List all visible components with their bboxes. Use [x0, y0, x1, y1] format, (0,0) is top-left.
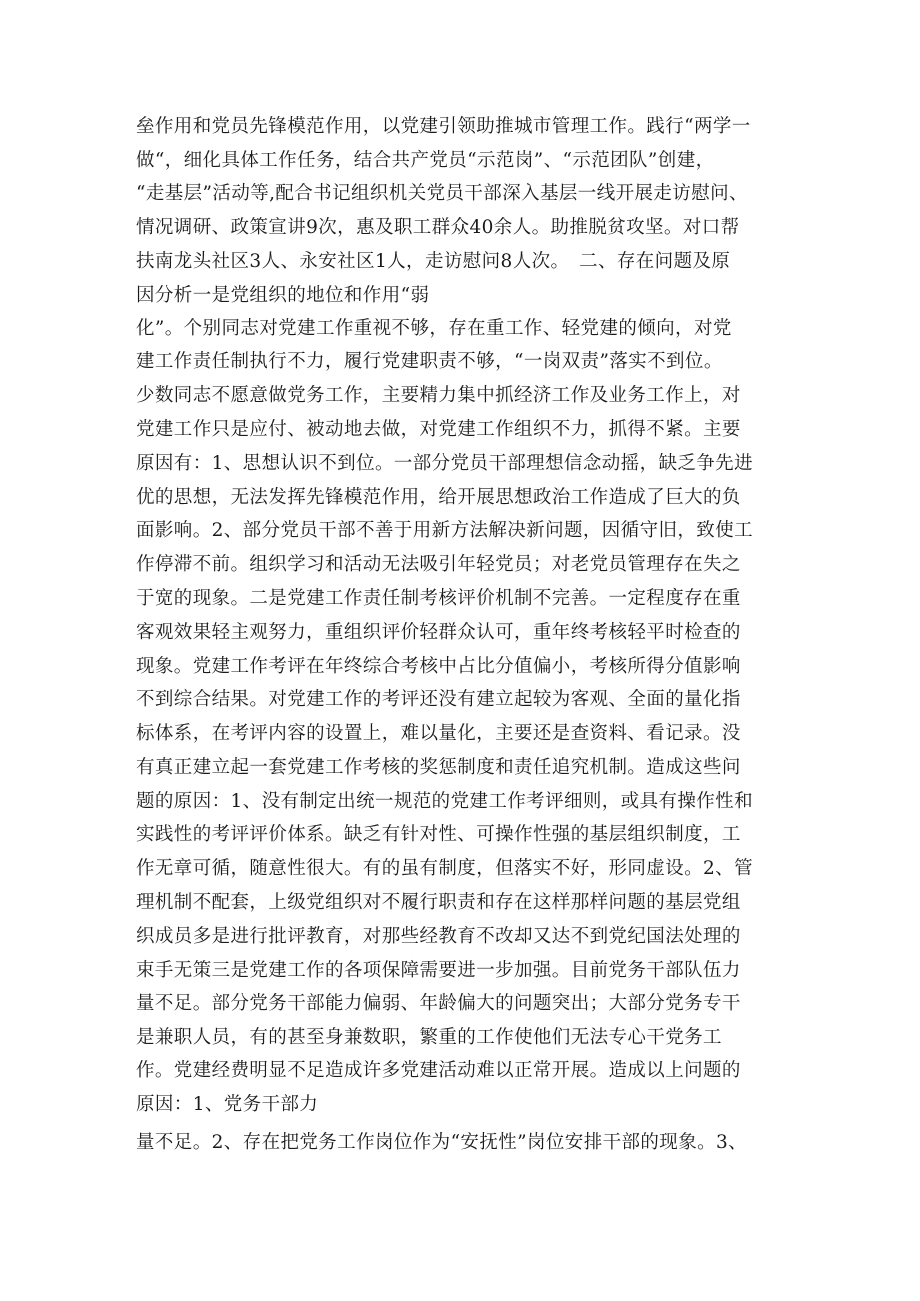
- text-line: 实践性的考评评价体系。缺乏有针对性、可操作性强的基层组织制度，工: [136, 824, 741, 845]
- text-line: 理机制不配套，上级党组织对不履行职责和存在这样那样问题的基层党组: [136, 892, 741, 913]
- text-line: 原因：1、党务干部力: [136, 1094, 319, 1115]
- text-line: 优的思想，无法发挥先锋模范作用，给开展思想政治工作造成了巨大的负: [136, 487, 741, 508]
- text-line: 是兼职人员，有的甚至身兼数职，繁重的工作使他们无法专心干党务工: [136, 1027, 722, 1048]
- text-line: 党建工作只是应付、被动地去做，对党建工作组织不力，抓得不紧。主要: [136, 419, 741, 440]
- text-line: 原因有：1、思想认识不到位。一部分党员干部理想信念动摇，缺乏争先进: [136, 453, 753, 474]
- text-line: 做“，细化具体工作任务，结合共产党员“示范岗”、“示范团队”创建，: [136, 150, 715, 171]
- text-line: 面影响。2、部分党员干部不善于用新方法解决新问题，因循守旧，致使工: [136, 520, 753, 541]
- text-line: 标体系，在考评内容的设置上，难以量化，主要还是查资料、看记录。没: [136, 723, 741, 744]
- text-line: 束手无策三是党建工作的各项保障需要进一步加强。目前党务干部队伍力: [136, 960, 741, 981]
- text-line: 垒作用和党员先锋模范作用，以党建引领助推城市管理工作。践行“两学一: [136, 116, 751, 137]
- text-line: 客观效果轻主观努力，重组织评价轻群众认可，重年终考核轻平时检查的: [136, 622, 741, 643]
- text-line: 量不足。2、存在把党务工作岗位作为“安抚性”岗位安排干部的现象。3、: [136, 1132, 748, 1153]
- text-line: 作无章可循，随意性很大。有的虽有制度，但落实不好，形同虚设。2、管: [136, 858, 753, 879]
- text-line: “走基层”活动等,配合书记组织机关党员干部深入基层一线开展走访慰问、: [136, 183, 748, 204]
- text-line: 情况调研、政策宣讲9次，惠及职工群众40余人。助推脱贫攻坚。对口帮: [136, 217, 740, 238]
- text-line: 少数同志不愿意做党务工作，主要精力集中抓经济工作及业务工作上，对: [136, 385, 741, 406]
- text-line: 因分析一是党组织的地位和作用“弱: [136, 285, 430, 306]
- text-line: 不到综合结果。对党建工作的考评还没有建立起较为客观、全面的量化指: [136, 689, 741, 710]
- text-line: 织成员多是进行批评教育，对那些经教育不改却又达不到党纪国法处理的: [136, 926, 741, 947]
- text-line: 题的原因：1、没有制定出统一规范的党建工作考评细则，或具有操作性和: [136, 791, 753, 812]
- text-line: 有真正建立起一套党建工作考核的奖惩制度和责任追究机制。造成这些问: [136, 757, 741, 778]
- text-line: 化”。个别同志对党建工作重视不够，存在重工作、轻党建的倾向，对党: [136, 318, 732, 339]
- text-line: 建工作责任制执行不力，履行党建职责不够，“一岗双责”落实不到位。: [136, 351, 723, 372]
- text-line: 量不足。部分党务干部能力偏弱、年龄偏大的问题突出；大部分党务专干: [136, 993, 741, 1014]
- text-line: 于宽的现象。二是党建工作责任制考核评价机制不完善。一定程度存在重: [136, 588, 741, 609]
- text-line: 扶南龙头社区3人、永安社区1人，走访慰问8人次。 二、存在问题及原: [136, 251, 731, 272]
- text-line: 作停滞不前。组织学习和活动无法吸引年轻党员；对老党员管理存在失之: [136, 554, 741, 575]
- text-line: 作。党建经费明显不足造成许多党建活动难以正常开展。造成以上问题的: [136, 1060, 741, 1081]
- text-line: 现象。党建工作考评在年终综合考核中占比分值偏小，考核所得分值影响: [136, 656, 741, 677]
